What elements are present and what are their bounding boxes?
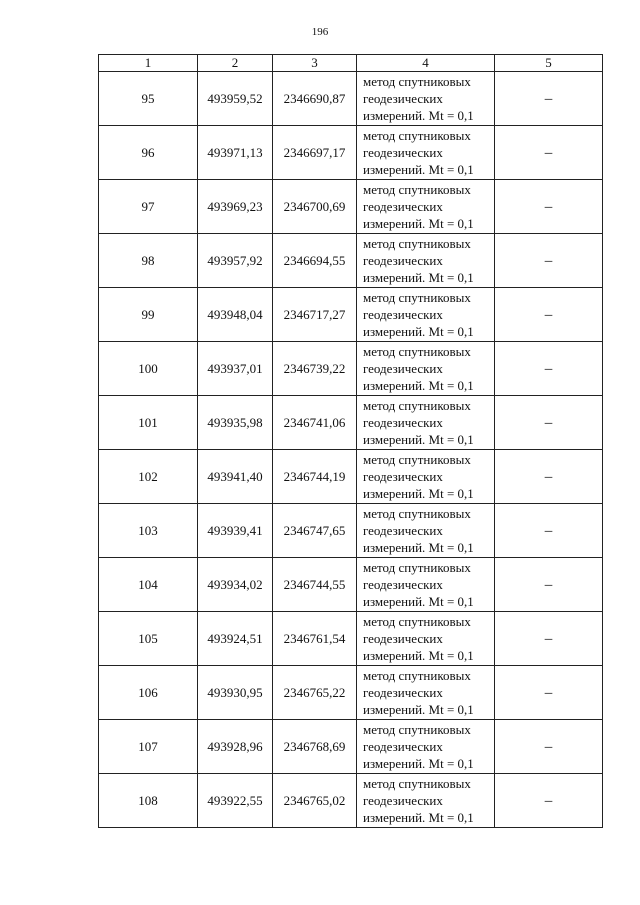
x-coordinate-cell: 493930,95 [198, 666, 273, 720]
y-coordinate-cell: 2346761,54 [273, 612, 357, 666]
table-row [99, 342, 603, 396]
table-row [99, 234, 603, 288]
header-col-5: 5 [495, 55, 603, 72]
x-coordinate-cell: 493969,23 [198, 180, 273, 234]
point-number-cell: 97 [99, 180, 198, 234]
note-cell: – [495, 504, 603, 558]
method-line: метод спутниковых [363, 614, 471, 629]
point-number-cell: 106 [99, 666, 198, 720]
y-coordinate-cell: 2346744,19 [273, 450, 357, 504]
x-coordinate-cell: 493941,40 [198, 450, 273, 504]
note-cell: – [495, 720, 603, 774]
point-number-cell: 96 [99, 126, 198, 180]
y-coordinate-cell: 2346765,22 [273, 666, 357, 720]
method-line: измерений. Mt = 0,1 [363, 324, 474, 339]
method-line: измерений. Mt = 0,1 [363, 648, 474, 663]
method-line: метод спутниковых [363, 398, 471, 413]
point-number-cell: 99 [99, 288, 198, 342]
table-row [99, 180, 603, 234]
table-row [99, 558, 603, 612]
method-line: геодезических [363, 415, 443, 430]
method-line: измерений. Mt = 0,1 [363, 162, 474, 177]
x-coordinate-cell: 493937,01 [198, 342, 273, 396]
method-line: геодезических [363, 253, 443, 268]
method-line: измерений. Mt = 0,1 [363, 594, 474, 609]
method-cell [357, 612, 495, 666]
method-cell [357, 126, 495, 180]
method-line: метод спутниковых [363, 668, 471, 683]
table-row [99, 612, 603, 666]
note-cell: – [495, 342, 603, 396]
y-coordinate-cell: 2346694,55 [273, 234, 357, 288]
method-line: метод спутниковых [363, 560, 471, 575]
header-col-3: 3 [273, 55, 357, 72]
x-coordinate-cell: 493928,96 [198, 720, 273, 774]
table-row [99, 288, 603, 342]
table-row [99, 666, 603, 720]
method-line: измерений. Mt = 0,1 [363, 540, 474, 555]
x-coordinate-cell: 493935,98 [198, 396, 273, 450]
method-line: метод спутниковых [363, 776, 471, 791]
header-col-1: 1 [99, 55, 198, 72]
note-cell: – [495, 126, 603, 180]
method-cell [357, 450, 495, 504]
x-coordinate-cell: 493934,02 [198, 558, 273, 612]
table-row [99, 450, 603, 504]
method-cell [357, 504, 495, 558]
page-number: 196 [311, 26, 329, 38]
x-coordinate-cell: 493948,04 [198, 288, 273, 342]
table-row [99, 774, 603, 828]
point-number-cell: 102 [99, 450, 198, 504]
x-coordinate-cell: 493957,92 [198, 234, 273, 288]
method-line: измерений. Mt = 0,1 [363, 432, 474, 447]
x-coordinate-cell: 493924,51 [198, 612, 273, 666]
table-body [99, 72, 603, 828]
method-line: геодезических [363, 361, 443, 376]
method-line: геодезических [363, 199, 443, 214]
method-line: геодезических [363, 631, 443, 646]
point-number-cell: 105 [99, 612, 198, 666]
y-coordinate-cell: 2346717,27 [273, 288, 357, 342]
y-coordinate-cell: 2346747,65 [273, 504, 357, 558]
point-number-cell: 103 [99, 504, 198, 558]
note-cell: – [495, 180, 603, 234]
method-line: измерений. Mt = 0,1 [363, 378, 474, 393]
header-col-4: 4 [357, 55, 495, 72]
method-line: метод спутниковых [363, 344, 471, 359]
method-line: измерений. Mt = 0,1 [363, 702, 474, 717]
method-line: метод спутниковых [363, 290, 471, 305]
method-line: измерений. Mt = 0,1 [363, 756, 474, 771]
y-coordinate-cell: 2346690,87 [273, 72, 357, 126]
method-line: геодезических [363, 685, 443, 700]
point-number-cell: 104 [99, 558, 198, 612]
method-line: метод спутниковых [363, 236, 471, 251]
header-col-2: 2 [198, 55, 273, 72]
x-coordinate-cell: 493971,13 [198, 126, 273, 180]
table-row [99, 396, 603, 450]
point-number-cell: 108 [99, 774, 198, 828]
y-coordinate-cell: 2346744,55 [273, 558, 357, 612]
note-cell: – [495, 666, 603, 720]
point-number-cell: 100 [99, 342, 198, 396]
y-coordinate-cell: 2346765,02 [273, 774, 357, 828]
table-row [99, 720, 603, 774]
method-line: метод спутниковых [363, 506, 471, 521]
method-cell [357, 342, 495, 396]
table-row [99, 504, 603, 558]
y-coordinate-cell: 2346741,06 [273, 396, 357, 450]
point-number-cell: 101 [99, 396, 198, 450]
method-line: измерений. Mt = 0,1 [363, 810, 474, 825]
note-cell: – [495, 774, 603, 828]
method-cell [357, 720, 495, 774]
x-coordinate-cell: 493922,55 [198, 774, 273, 828]
method-cell [357, 558, 495, 612]
method-line: измерений. Mt = 0,1 [363, 108, 474, 123]
method-line: метод спутниковых [363, 74, 471, 89]
method-cell [357, 288, 495, 342]
method-line: метод спутниковых [363, 128, 471, 143]
method-cell [357, 234, 495, 288]
method-line: геодезических [363, 523, 443, 538]
y-coordinate-cell: 2346739,22 [273, 342, 357, 396]
method-line: геодезических [363, 793, 443, 808]
method-line: измерений. Mt = 0,1 [363, 270, 474, 285]
point-number-cell: 95 [99, 72, 198, 126]
method-cell [357, 666, 495, 720]
method-line: геодезических [363, 307, 443, 322]
method-line: геодезических [363, 145, 443, 160]
note-cell: – [495, 288, 603, 342]
point-number-cell: 98 [99, 234, 198, 288]
method-line: метод спутниковых [363, 452, 471, 467]
method-cell [357, 396, 495, 450]
method-line: геодезических [363, 469, 443, 484]
method-line: метод спутниковых [363, 182, 471, 197]
table-row [99, 126, 603, 180]
method-line: геодезических [363, 577, 443, 592]
x-coordinate-cell: 493959,52 [198, 72, 273, 126]
note-cell: – [495, 72, 603, 126]
note-cell: – [495, 234, 603, 288]
method-line: геодезических [363, 91, 443, 106]
header-row [99, 55, 603, 72]
method-line: метод спутниковых [363, 722, 471, 737]
method-cell [357, 180, 495, 234]
method-cell [357, 72, 495, 126]
note-cell: – [495, 558, 603, 612]
method-line: геодезических [363, 739, 443, 754]
table-row [99, 72, 603, 126]
y-coordinate-cell: 2346768,69 [273, 720, 357, 774]
note-cell: – [495, 450, 603, 504]
x-coordinate-cell: 493939,41 [198, 504, 273, 558]
method-cell [357, 774, 495, 828]
coordinates-table [98, 54, 603, 828]
y-coordinate-cell: 2346697,17 [273, 126, 357, 180]
y-coordinate-cell: 2346700,69 [273, 180, 357, 234]
note-cell: – [495, 396, 603, 450]
method-line: измерений. Mt = 0,1 [363, 216, 474, 231]
note-cell: – [495, 612, 603, 666]
point-number-cell: 107 [99, 720, 198, 774]
method-line: измерений. Mt = 0,1 [363, 486, 474, 501]
